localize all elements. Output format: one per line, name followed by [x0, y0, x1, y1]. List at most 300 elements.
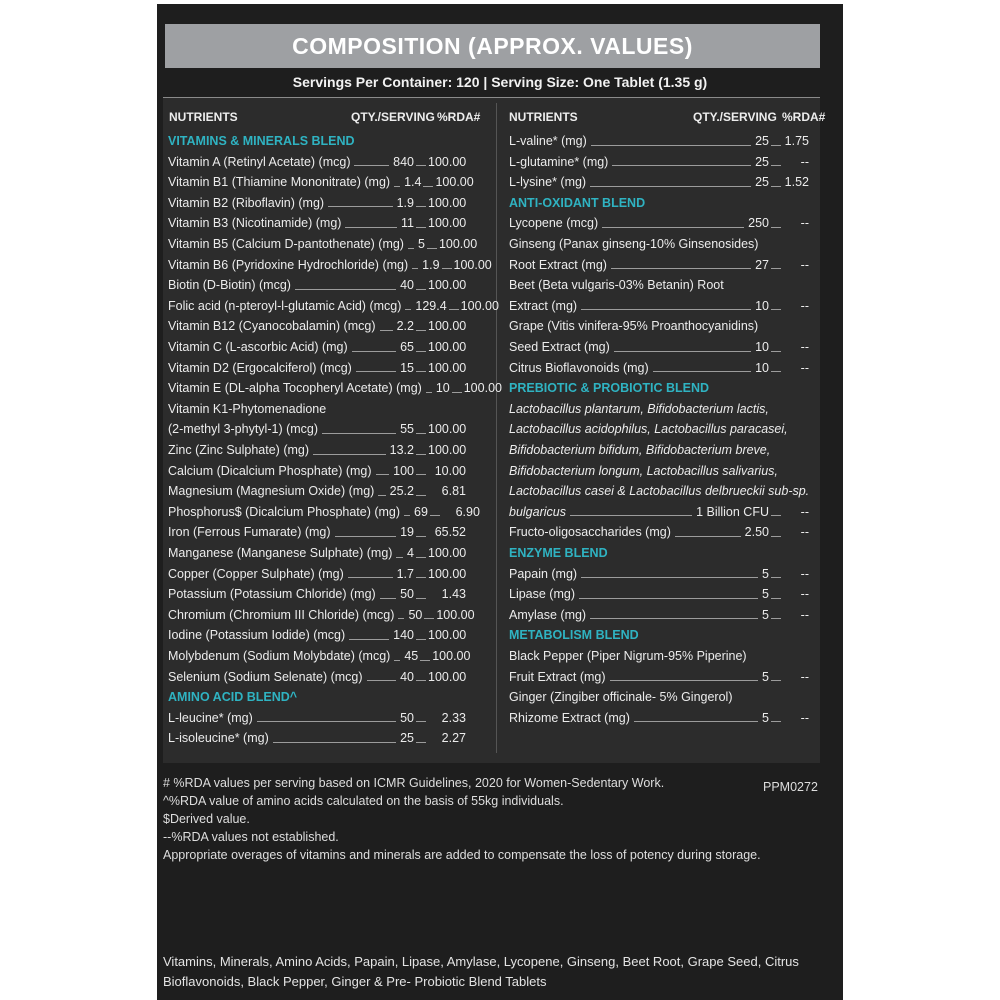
leader-line: [771, 186, 781, 187]
nutrient-row: [168, 316, 466, 336]
nutrient-rda: 100.00: [428, 422, 467, 437]
nutrient-rda: --: [800, 340, 809, 354]
nutrient-row: [168, 461, 466, 481]
nutrient-name-line: [509, 646, 809, 666]
nutrient-name: Vitamin A (Retinyl Acetate) (mcg): [168, 154, 351, 169]
nutrient-name-line: [509, 234, 809, 254]
right-qty-heading: QTY./SERVING: [693, 110, 777, 124]
leader-line: [348, 577, 393, 578]
leader-line: [408, 248, 414, 249]
nutrient-name: Selenium (Sodium Selenate) (mcg): [168, 669, 363, 684]
nutrient-row: [168, 605, 475, 625]
nutrient-qty: 1.9: [422, 257, 440, 272]
nutrient-qty: 5: [417, 237, 425, 251]
nutrient-row: [509, 584, 809, 604]
footnote-amino: ^%RDA value of amino acids calculated on the basis of 55kg individuals.: [163, 794, 564, 808]
nutrient-qty: 19: [400, 525, 414, 540]
leader-line: [335, 536, 397, 537]
nutrient-name-line: [509, 399, 809, 419]
leader-line: [675, 536, 741, 537]
leader-line: [581, 309, 751, 310]
leader-line: [396, 557, 403, 558]
nutrient-qty: 25: [755, 175, 769, 190]
nutrient-rda: 2.33: [441, 710, 466, 725]
nutrient-rda: 100.00: [432, 649, 471, 663]
leader-line: [614, 351, 751, 352]
right-nutrients-heading: NUTRIENTS: [509, 110, 578, 124]
nutrient-name: Beet (Beta vulgaris-03% Betanin) Root: [509, 278, 724, 293]
nutrient-rda: 100.00: [428, 278, 467, 293]
nutrient-name: Zinc (Zinc Sulphate) (mg): [168, 443, 310, 457]
nutrient-name-line: [509, 440, 809, 460]
nutrient-rda: 100.00: [428, 566, 467, 581]
nutrient-rda: 100.00: [428, 216, 467, 231]
nutrient-row: [509, 708, 809, 728]
nutrient-row: [509, 213, 809, 233]
nutrient-rda: 100.00: [428, 340, 467, 354]
leader-line: [416, 742, 426, 743]
leader-line: [416, 206, 426, 207]
nutrient-qty: 27: [755, 257, 769, 272]
nutrient-row: [168, 522, 466, 542]
leader-line: [354, 165, 389, 166]
nutrient-row: [168, 152, 466, 172]
nutrient-rda: 2.27: [441, 731, 466, 746]
nutrient-qty: 5: [762, 566, 769, 581]
nutrient-name: Manganese (Manganese Sulphate) (mg): [168, 546, 393, 560]
nutrient-row: [509, 667, 809, 687]
leader-line: [771, 536, 781, 537]
footnote-rda: # %RDA values per serving based on ICMR Guidelines, 2020 for Women-Sedentary Work.: [163, 776, 665, 790]
nutrient-qty: 140: [393, 628, 414, 643]
leader-line: [416, 289, 426, 290]
nutrient-row: [168, 481, 466, 501]
section-header-label: ENZYME BLEND: [509, 546, 608, 560]
nutrient-name: (2-methyl 3-phytyl-1) (mcg): [168, 422, 319, 437]
nutrient-rda: --: [800, 298, 809, 313]
nutrient-name: Lactobacillus casei & Lactobacillus delbrueckii sub-sp.: [509, 484, 810, 499]
nutrient-row: [168, 584, 466, 604]
nutrient-qty: 25: [400, 731, 414, 746]
leader-line: [345, 227, 397, 228]
nutrient-rda: 100.00: [428, 360, 467, 375]
nutrient-name: Molybdenum (Sodium Molybdate) (mcg): [168, 649, 391, 663]
leader-line: [771, 721, 781, 722]
nutrient-row: [168, 337, 466, 357]
leader-line: [449, 309, 459, 310]
leader-line: [398, 618, 404, 619]
nutrient-rda: 65.52: [434, 525, 466, 540]
nutrient-rda: 100.00: [435, 175, 474, 190]
nutrient-name: Grape (Vitis vinifera-95% Proanthocyanidins): [509, 319, 759, 334]
leader-line: [602, 227, 744, 228]
leader-line: [416, 721, 426, 722]
leader-line: [570, 515, 692, 516]
nutrient-qty: 40: [400, 669, 414, 684]
nutrient-rda: 100.00: [453, 257, 492, 272]
nutrient-name: Calcium (Dicalcium Phosphate) (mg): [168, 463, 372, 478]
leader-line: [380, 330, 393, 331]
section-header: [509, 543, 809, 563]
nutrient-name: Bifidobacterium bifidum, Bifidobacterium breve,: [509, 443, 771, 457]
nutrient-rda: --: [800, 504, 809, 519]
nutrient-rda: --: [800, 525, 809, 540]
leader-line: [378, 495, 385, 496]
leader-line: [427, 248, 437, 249]
nutrient-rda: 6.81: [441, 484, 466, 499]
leader-line: [416, 536, 426, 537]
leader-line: [420, 660, 430, 661]
nutrient-name: Vitamin B2 (Riboflavin) (mg): [168, 195, 325, 210]
nutrient-name: Amylase (mg): [509, 607, 587, 622]
section-header-label: METABOLISM BLEND: [509, 628, 639, 643]
nutrient-name: Lactobacillus acidophilus, Lactobacillus paracasei,: [509, 422, 788, 437]
nutrient-qty: 5: [762, 669, 769, 684]
leader-line: [416, 557, 426, 558]
nutrient-rda: --: [800, 257, 809, 272]
nutrient-row: [168, 193, 466, 213]
nutrient-rda: --: [800, 607, 809, 622]
leader-line: [771, 680, 781, 681]
nutrient-name: Lipase (mg): [509, 587, 575, 602]
leader-line: [412, 268, 418, 269]
nutrient-rda: 100.00: [438, 237, 478, 251]
leader-line: [416, 330, 426, 331]
left-rda-heading: %RDA#: [437, 110, 481, 124]
nutrient-name: Vitamin D2 (Ergocalciferol) (mcg): [168, 360, 352, 375]
nutrient-rda: --: [800, 154, 809, 169]
leader-line: [416, 474, 426, 475]
nutrient-name: Citrus Bioflavonoids (mg): [509, 360, 649, 375]
nutrient-qty: 10: [755, 298, 769, 313]
nutrient-qty: 250: [748, 216, 769, 231]
leader-line: [416, 639, 426, 640]
nutrient-row: [509, 522, 809, 542]
nutrient-qty: 10: [435, 381, 450, 396]
nutrient-name: Rhizome Extract (mg): [509, 710, 630, 725]
nutrient-rda: --: [800, 360, 809, 375]
nutrient-row: [509, 337, 809, 357]
leader-line: [352, 351, 396, 352]
section-header-label: PREBIOTIC & PROBIOTIC BLEND: [509, 381, 710, 396]
nutrient-name: L-glutamine* (mg): [509, 154, 609, 169]
nutrient-row: [509, 296, 809, 316]
nutrient-qty: 65: [400, 340, 414, 354]
right-rda-heading: %RDA#: [782, 110, 826, 124]
leader-line: [771, 145, 781, 146]
nutrient-rda: --: [800, 566, 809, 581]
nutrient-row: [168, 296, 499, 316]
nutrient-name: Iron (Ferrous Fumarate) (mg): [168, 525, 331, 540]
nutrient-rda: 6.90: [455, 504, 480, 519]
left-nutrients-heading: NUTRIENTS: [169, 110, 238, 124]
leader-line: [771, 577, 781, 578]
product-code: PPM0272: [763, 780, 818, 794]
nutrient-name: Vitamin E (DL-alpha Tocopheryl Acetate) (mg): [168, 381, 422, 396]
nutrient-qty: 4: [407, 546, 414, 560]
nutrient-name: Lactobacillus plantarum, Bifidobacterium lactis,: [509, 401, 769, 416]
leader-line: [771, 351, 781, 352]
nutrient-row: [168, 234, 478, 254]
nutrient-rda: --: [800, 216, 809, 231]
nutrient-name: L-valine* (mg): [509, 134, 587, 148]
leader-line: [581, 577, 758, 578]
nutrient-rda: 1.52: [784, 175, 809, 190]
nutrient-name: Potassium (Potassium Chloride) (mg): [168, 587, 376, 602]
nutrient-qty: 840: [393, 154, 414, 169]
leader-line: [416, 495, 426, 496]
section-header: [509, 378, 809, 398]
leader-line: [430, 515, 440, 516]
ingredients-list: Vitamins, Minerals, Amino Acids, Papain, Lipase, Amylase, Lycopene, Ginseng, Beet Root, Grape Seed, Citrus Bioflavonoids, Black Pepper, Ginger & Pre- Probiotic Blend Tablets: [163, 954, 799, 989]
nutrient-row: [168, 708, 466, 728]
composition-title: COMPOSITION (APPROX. VALUES): [165, 24, 820, 68]
nutrient-row: [168, 502, 480, 522]
nutrient-name: Vitamin B3 (Nicotinamide) (mg): [168, 216, 342, 231]
leader-line: [394, 660, 400, 661]
leader-line: [612, 165, 751, 166]
nutrient-row: [168, 255, 492, 275]
nutrient-name: Vitamin B6 (Pyridoxine Hydrochloride) (mg): [168, 257, 409, 272]
nutrient-row: [168, 378, 502, 398]
nutrient-name-line: [509, 481, 809, 501]
leader-line: [771, 371, 781, 372]
section-header: [509, 193, 809, 213]
leader-line: [426, 392, 432, 393]
nutrient-name: Vitamin B5 (Calcium D-pantothenate) (mg): [168, 237, 404, 251]
leader-line: [579, 598, 758, 599]
nutrient-name: Vitamin B12 (Cyanocobalamin) (mcg): [168, 319, 376, 334]
nutrient-qty: 55: [400, 422, 414, 437]
nutrient-qty: 25.2: [389, 484, 414, 499]
nutrient-name: Biotin (D-Biotin) (mcg): [168, 278, 291, 293]
leader-line: [771, 598, 781, 599]
leader-line: [634, 721, 758, 722]
leader-line: [416, 433, 426, 434]
nutrient-name: Folic acid (n-pteroyl-l-glutamic Acid) (mcg): [168, 298, 402, 313]
nutrient-row: [168, 564, 466, 584]
nutrient-row: [168, 667, 466, 687]
nutrient-qty: 15: [400, 360, 414, 375]
nutrient-name: Black Pepper (Piper Nigrum-95% Piperine): [509, 649, 747, 663]
nutrient-qty: 13.2: [389, 443, 414, 457]
leader-line: [356, 371, 396, 372]
nutrient-qty: 11: [401, 216, 414, 231]
nutrient-row: [509, 564, 809, 584]
nutrient-qty: 5: [762, 710, 769, 725]
leader-line: [591, 145, 751, 146]
leader-line: [424, 618, 434, 619]
nutrient-row: [509, 131, 809, 151]
nutrient-row: [509, 255, 809, 275]
leader-line: [452, 392, 462, 393]
nutrient-rda: --: [800, 587, 809, 602]
leader-line: [771, 309, 781, 310]
section-header: [168, 131, 466, 151]
nutrient-name: Fruit Extract (mg): [509, 669, 606, 684]
leader-line: [349, 639, 389, 640]
nutrient-rda: 100.00: [428, 546, 467, 560]
nutrient-name: Magnesium (Magnesium Oxide) (mg): [168, 484, 375, 499]
leader-line: [771, 268, 781, 269]
nutrient-name-line: [509, 687, 809, 707]
leader-line: [257, 721, 396, 722]
leader-line: [394, 186, 400, 187]
nutrient-qty: 25: [755, 154, 769, 169]
nutrient-rda: 100.00: [428, 669, 467, 684]
nutrient-name: L-isoleucine* (mg): [168, 731, 269, 746]
nutrient-name: Papain (mg): [509, 566, 578, 581]
nutrient-name-line: [509, 316, 809, 336]
nutrient-name: Vitamin B1 (Thiamine Mononitrate) (mg): [168, 175, 391, 190]
leader-line: [771, 618, 781, 619]
leader-line: [423, 186, 433, 187]
nutrient-name: Root Extract (mg): [509, 257, 607, 272]
nutrient-qty: 1 Billion CFU: [696, 504, 769, 519]
nutrient-qty: 10: [755, 360, 769, 375]
leader-line: [416, 680, 426, 681]
nutrient-rda: 100.00: [428, 154, 467, 169]
nutrient-qty: 1.9: [396, 195, 414, 210]
leader-line: [295, 289, 396, 290]
left-qty-heading: QTY./SERVING: [351, 110, 435, 124]
nutrient-name: Iodine (Potassium Iodide) (mcg): [168, 628, 346, 643]
nutrient-row: [168, 440, 466, 460]
nutrient-name: bulgaricus: [509, 504, 566, 519]
leader-line: [416, 165, 426, 166]
leader-line: [611, 268, 751, 269]
nutrient-name: Bifidobacterium longum, Lactobacillus salivarius,: [509, 463, 778, 478]
nutrient-rda: --: [800, 710, 809, 725]
leader-line: [328, 206, 393, 207]
nutrient-rda: 10.00: [434, 463, 466, 478]
section-header-label: ANTI-OXIDANT BLEND: [509, 195, 646, 210]
nutrient-row: [168, 625, 466, 645]
nutrient-name: Lycopene (mcg): [509, 216, 599, 231]
nutrient-row: [168, 728, 466, 748]
nutrient-name: Seed Extract (mg): [509, 340, 610, 354]
nutrient-name: Copper (Copper Sulphate) (mg): [168, 566, 344, 581]
nutrient-row: [168, 543, 466, 563]
nutrient-name-line: [168, 399, 466, 419]
nutrient-name: Extract (mg): [509, 298, 578, 313]
nutrient-name-line: [509, 461, 809, 481]
leader-line: [416, 371, 426, 372]
nutrient-qty: 45: [404, 649, 419, 663]
section-header: [509, 625, 809, 645]
leader-line: [404, 515, 410, 516]
leader-line: [322, 433, 396, 434]
nutrient-rda: 100.00: [428, 628, 467, 643]
servings-info: Servings Per Container: 120 | Serving Size: One Tablet (1.35 g): [292, 74, 708, 90]
leader-line: [405, 309, 411, 310]
nutrient-row: [168, 275, 466, 295]
section-header-label: VITAMINS & MINERALS BLEND: [168, 134, 355, 148]
nutrient-row: [509, 152, 809, 172]
nutrient-qty: 129.4: [415, 298, 447, 313]
nutrient-name: Fructo-oligosaccharides (mg): [509, 525, 671, 540]
nutrient-qty: 2.2: [396, 319, 414, 334]
nutrient-qty: 50: [408, 607, 423, 622]
nutrient-rda: 1.75: [784, 134, 809, 148]
nutrient-rda: 100.00: [463, 381, 502, 396]
leader-line: [416, 351, 426, 352]
nutrient-qty: 5: [762, 587, 769, 602]
nutrient-row: [168, 646, 471, 666]
nutrient-name: Phosphorus$ (Dicalcium Phosphate) (mg): [168, 504, 401, 519]
leader-line: [771, 227, 781, 228]
nutrient-qty: 100: [393, 463, 414, 478]
leader-line: [590, 186, 751, 187]
nutrient-qty: 69: [414, 504, 428, 519]
section-header: [168, 687, 466, 707]
leader-line: [590, 618, 758, 619]
leader-line: [416, 227, 426, 228]
nutrient-row: [168, 213, 466, 233]
leader-line: [442, 268, 452, 269]
nutrient-row: [168, 172, 474, 192]
nutrient-qty: 50: [400, 710, 414, 725]
nutrient-name: L-lysine* (mg): [509, 175, 587, 190]
leader-line: [416, 454, 426, 455]
nutrient-name-line: [509, 419, 809, 439]
nutrient-rda: 100.00: [428, 443, 467, 457]
nutrient-qty: 25: [755, 134, 769, 148]
leader-line: [380, 598, 396, 599]
nutrient-name: Ginseng (Panax ginseng-10% Ginsenosides): [509, 237, 759, 251]
composition-panel: [157, 4, 843, 1000]
nutrient-row: [509, 358, 809, 378]
nutrient-rda: --: [800, 669, 809, 684]
nutrient-rda: 100.00: [428, 319, 467, 334]
nutrient-name: Ginger (Zingiber officinale- 5% Gingerol): [509, 690, 733, 705]
nutrient-rda: 100.00: [460, 298, 499, 313]
footnote-not-established: --%RDA values not established.: [163, 830, 339, 844]
nutrient-rda: 100.00: [428, 195, 467, 210]
nutrient-row: [168, 419, 466, 439]
nutrient-qty: 1.4: [404, 175, 422, 190]
leader-line: [610, 680, 759, 681]
section-header-label: AMINO ACID BLEND^: [168, 690, 298, 705]
footnote-derived: $Derived value.: [163, 812, 250, 826]
nutrient-name: Vitamin C (L-ascorbic Acid) (mg): [168, 340, 348, 354]
nutrient-name: L-leucine* (mg): [168, 710, 253, 725]
nutrient-name: Vitamin K1-Phytomenadione: [168, 401, 327, 416]
nutrient-name-line: [509, 275, 809, 295]
nutrient-qty: 5: [762, 607, 769, 622]
nutrient-qty: 40: [400, 278, 414, 293]
footnotes: [163, 774, 803, 864]
leader-line: [416, 577, 426, 578]
nutrient-row: [168, 358, 466, 378]
nutrient-row: [509, 172, 809, 192]
nutrient-name: Chromium (Chromium III Chloride) (mcg): [168, 607, 395, 622]
nutrient-qty: 2.50: [744, 525, 769, 540]
leader-line: [376, 474, 390, 475]
nutrient-qty: 1.7: [396, 566, 414, 581]
leader-line: [367, 680, 397, 681]
leader-line: [313, 454, 386, 455]
nutrient-rda: 100.00: [436, 607, 475, 622]
nutrient-row: [509, 605, 809, 625]
nutrient-rda: 1.43: [441, 587, 466, 602]
leader-line: [771, 515, 781, 516]
nutrient-qty: 50: [400, 587, 414, 602]
leader-line: [653, 371, 751, 372]
leader-line: [273, 742, 396, 743]
leader-line: [416, 598, 426, 599]
nutrient-row: [509, 502, 809, 522]
